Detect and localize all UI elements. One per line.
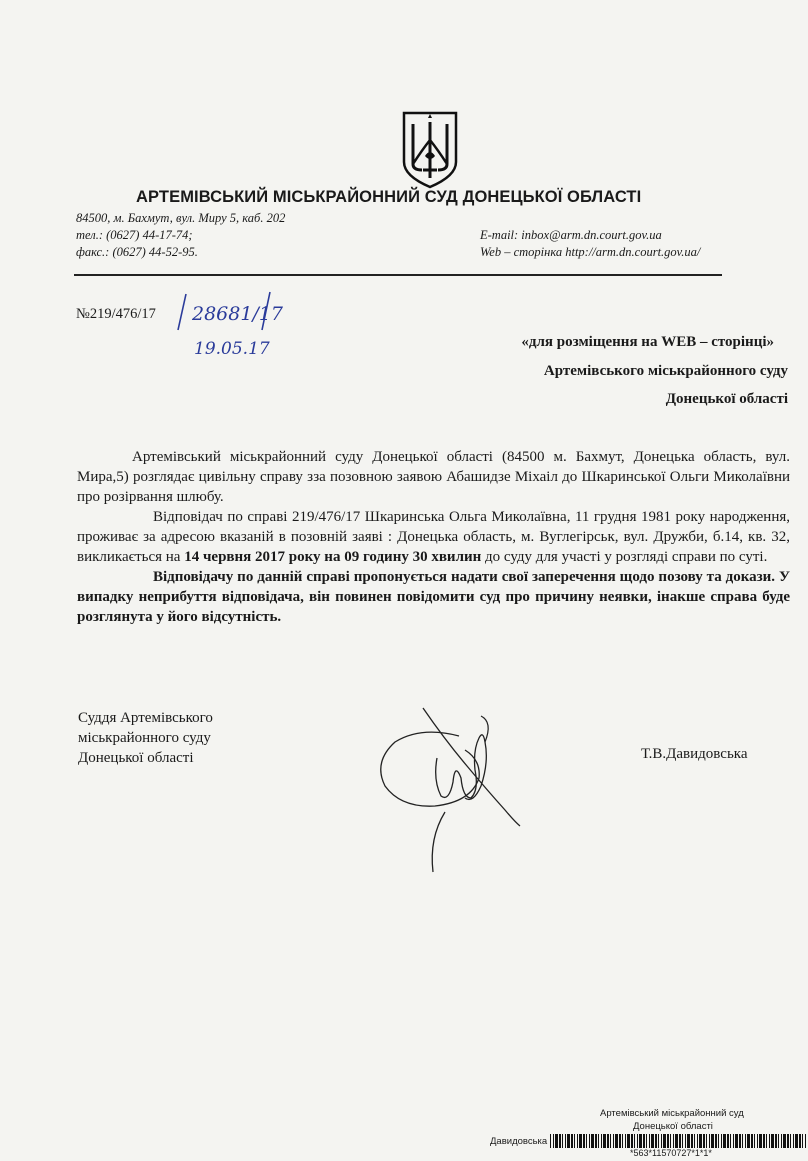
court-name-heading: АРТЕМІВСЬКИЙ МІСЬКРАЙОННИЙ СУД ДОНЕЦЬКОЇ ОБЛАСТІ bbox=[136, 188, 642, 206]
court-contact-left bbox=[76, 210, 285, 261]
letter-body bbox=[77, 447, 790, 627]
court-email: E-mail: inbox@arm.dn.court.gov.ua bbox=[480, 228, 662, 242]
stamp-court-name: Артемівський міськрайонний суд bbox=[600, 1108, 744, 1119]
court-contact-right bbox=[480, 227, 700, 261]
body-paragraph-2 bbox=[77, 507, 790, 567]
handwritten-number: 28681/17 bbox=[192, 303, 284, 325]
header-divider bbox=[74, 274, 722, 276]
handwritten-date: 19.05.17 bbox=[194, 339, 270, 359]
trident-emblem-icon bbox=[400, 110, 460, 190]
placement-line-2: Артемівського міськрайонного суду bbox=[543, 362, 788, 379]
handwritten-registration-note bbox=[174, 290, 304, 360]
stamp-judge-name: Давидовська bbox=[490, 1136, 548, 1147]
summons-purpose: до суду для участі у розгляді справи по суті. bbox=[481, 549, 768, 565]
body-paragraph-1: Артемівський міськрайонний суду Донецької області (84500 м. Бахмут, Донецька область, вул. Мира,5) розглядає цивільну справу зза позовною заявою Абашидзе Міхаіл до Шкаринської Ольги Миколаївни про розірвання шлюбу. bbox=[77, 449, 790, 505]
stamp-court-region: Донецької області bbox=[633, 1121, 713, 1132]
document-barcode bbox=[550, 1134, 808, 1148]
web-placement-notice bbox=[521, 328, 788, 414]
registry-stamp bbox=[490, 1108, 808, 1161]
body-paragraph-3: Відповідачу по данній справі пропонується надати свої заперечення щодо позову та докази. У випадку неприбуття відповідача, він повинен повідомити суд про причину неявки, інакше справа буде розглянута у його відсутність. bbox=[77, 569, 790, 625]
placement-line-1: «для розміщення на WEB – сторінці» bbox=[521, 334, 774, 350]
judge-position-line-2: міськрайонного суду bbox=[78, 730, 211, 746]
court-fax: факс.: (0627) 44-52-95. bbox=[76, 245, 198, 259]
handwritten-signature bbox=[375, 700, 525, 885]
case-registration-number: №219/476/17 bbox=[76, 306, 156, 322]
court-website: Web – сторінка http://arm.dn.court.gov.ua/ bbox=[480, 245, 701, 259]
judge-position bbox=[78, 708, 213, 768]
court-address: 84500, м. Бахмут, вул. Миру 5, каб. 202 bbox=[76, 211, 286, 225]
judge-position-line-3: Донецької області bbox=[78, 750, 194, 766]
summons-text: Відповідач по справі 219/476/17 Шкаринська Ольга Миколаївна, 11 грудня 1981 року народження, проживає за адресою вказаній в позовній заяві : Донецька область, м. Вуглегірськ, вул. Дружби, б.14, кв. 32, викликається на bbox=[77, 509, 790, 565]
barcode-number: *563*11570727*1*1* bbox=[630, 1148, 712, 1158]
judge-name: Т.В.Давидовська bbox=[641, 746, 748, 762]
judge-position-line-1: Суддя Артемівського bbox=[78, 710, 213, 726]
court-phone: тел.: (0627) 44-17-74; bbox=[76, 228, 193, 242]
hearing-datetime: 14 червня 2017 року на 09 годину 30 хвилин bbox=[184, 549, 482, 565]
placement-line-3: Донецької області bbox=[665, 391, 788, 407]
